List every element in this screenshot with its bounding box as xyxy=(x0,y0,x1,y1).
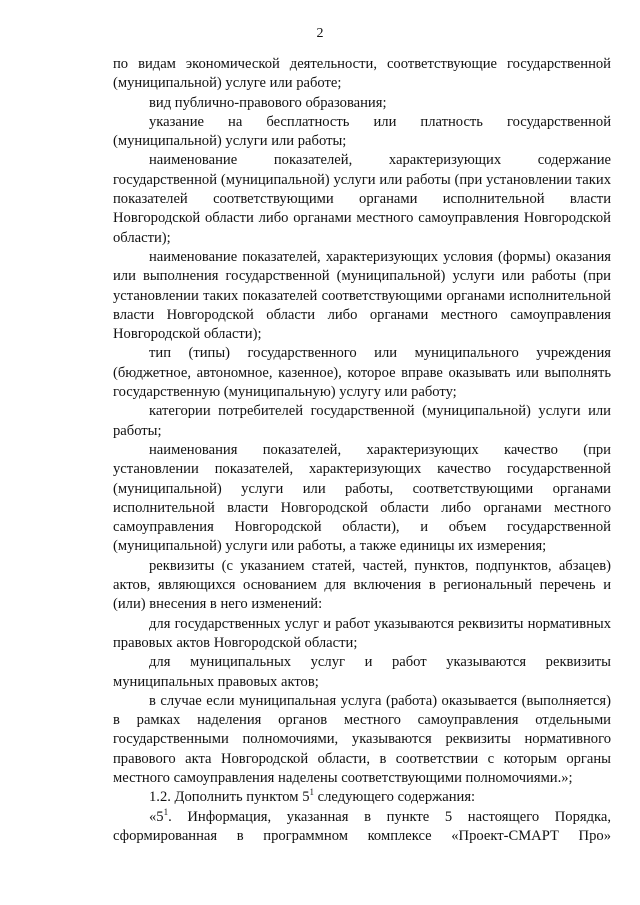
paragraph: для муниципальных услуг и работ указываются реквизиты муниципальных правовых актов; xyxy=(113,654,611,690)
document-body xyxy=(113,55,611,846)
amendment-item-1-2: 1.2. Дополнить пунктом $5^1$ следующего содержания: xyxy=(149,787,476,806)
paragraph: категории потребителей государственной (муниципальной) услуги или работы; xyxy=(113,403,611,439)
paragraph: для государственных услуг и работ указываются реквизиты нормативных правовых актов Новгородской области; xyxy=(113,615,611,651)
paragraph: тип (типы) государственного или муниципального учреждения (бюджетное, автономное, казенное), которое вправе оказывать или выполнять государственную (муниципальную) услугу или работу; xyxy=(113,345,611,401)
paragraph: в случае если муниципальная услуга (работа) оказывается (выполняется) в рамках наделения органов местного самоуправления отдельными государственными полномочиями, указываются реквизиты нормативного правового акта Новгородской области, в соответствии с которым органы местного самоуправления наделены соответствующими полномочиями.»; xyxy=(113,692,611,786)
paragraph: по видам экономической деятельности, соответствующие государственной (муниципальной) услуге или работе; xyxy=(113,56,611,92)
paragraph: наименования показателей, характеризующих качество (при установлении показателей, характеризующих качество государственной (муниципальной) услуги или работы, соответствующими органами исполнительной власти Новгородской области либо органами местного самоуправления Новгородской области), и объем государственной (муниципальной) услуги или работы, а также единицы их измерения; xyxy=(113,441,611,555)
paragraph: указание на бесплатность или платность государственной (муниципальной) услуги или работы; xyxy=(113,113,611,150)
paragraph: наименование показателей, характеризующих содержание государственной (муниципальной) услуги или работы (при установлении таких показателей соответствующими органами исполнительной власти Новгородской области либо органами местного самоуправления Новгородской области); xyxy=(113,152,611,246)
page-number: 2 xyxy=(316,26,324,41)
new-item-5-1: «$5^1$. Информация, указанная в пункте 5 настоящего Порядка, сформированная в программном комплексе «Проект-СМАРТ Про» xyxy=(113,806,611,844)
paragraph: вид публично-правового образования; xyxy=(149,94,387,111)
paragraph: реквизиты (с указанием статей, частей, пунктов, подпунктов, абзацев) актов, являющихся основанием для включения в региональный перечень и (или) внесения в него изменений: xyxy=(113,557,611,613)
paragraph: наименование показателей, характеризующих условия (формы) оказания или выполнения государственной (муниципальной) услуги или работы (при установлении таких показателей соответствующими органами исполнительной власти Новгородской области либо органами местного самоуправления Новгородской области); xyxy=(113,248,611,343)
